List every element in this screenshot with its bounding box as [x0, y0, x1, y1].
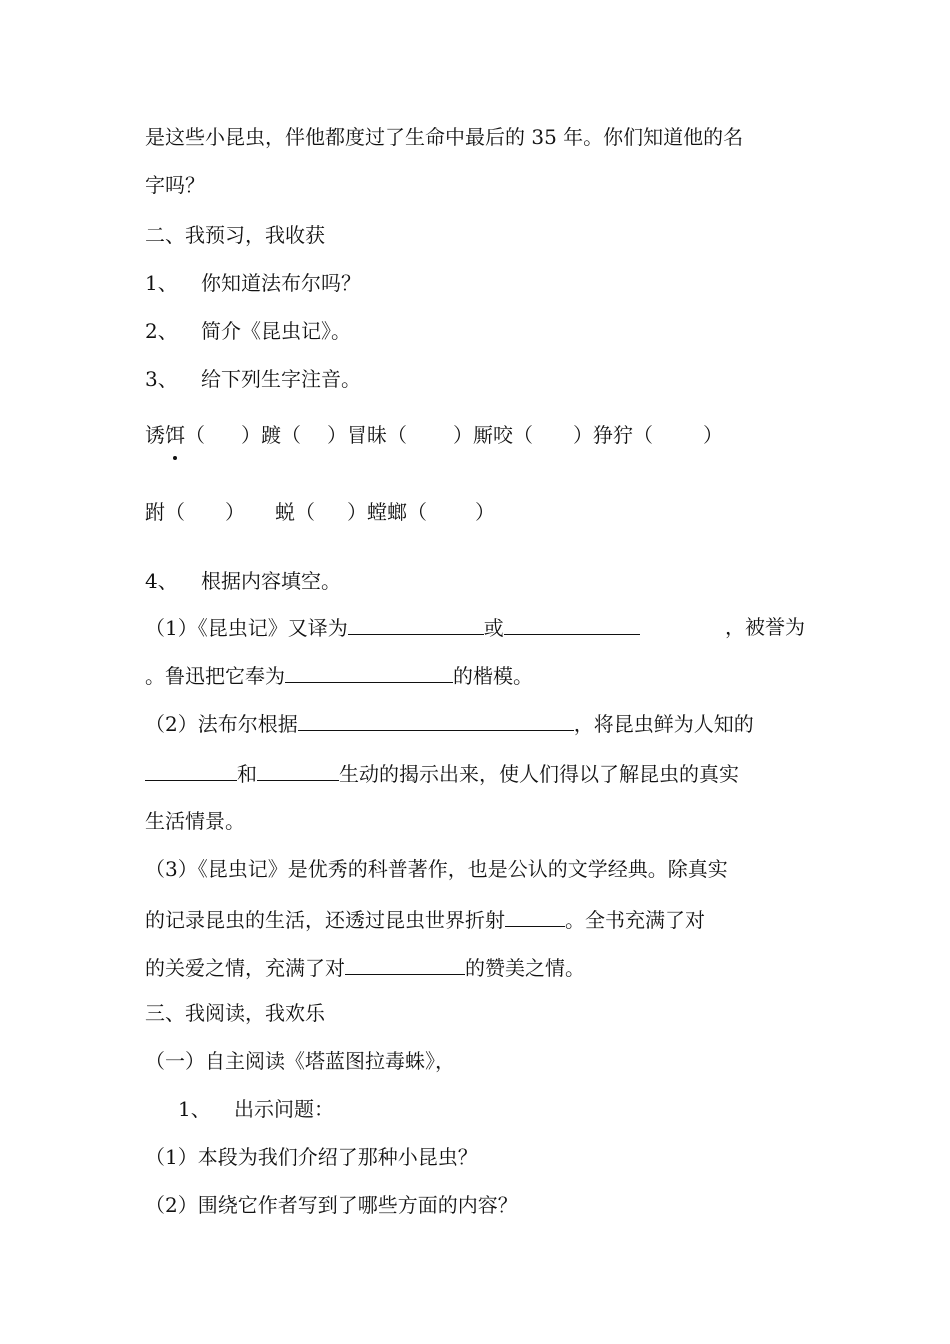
fill-2-line-1 — [145, 708, 754, 738]
answer-blank[interactable] — [298, 708, 574, 731]
pinyin-item: ）狰狞（ — [573, 423, 653, 447]
question-number: 1、 — [178, 1097, 211, 1121]
fill-text: 的关爱之情，充满了对 — [145, 956, 345, 980]
question-text: 出示问题： — [234, 1097, 334, 1121]
pinyin-item: 跗（ — [145, 500, 185, 524]
pinyin-item: ）冒昧（ — [327, 423, 407, 447]
pinyin-item: ）螳螂（ — [347, 500, 427, 524]
question-number: 2、 — [145, 319, 178, 343]
answer-blank[interactable] — [257, 758, 339, 781]
question-number: 4、 — [145, 569, 178, 593]
fill-text: 和 — [237, 762, 257, 786]
answer-blank[interactable] — [504, 612, 640, 635]
answer-blank[interactable] — [145, 758, 237, 781]
intro-line-1: 是这些小昆虫，伴他都度过了生命中最后的 35 年。你们知道他的名 — [145, 125, 744, 149]
pinyin-item: ）厮咬（ — [453, 423, 533, 447]
fill-2-line-2 — [145, 758, 739, 788]
fill-text: ，被誉为 — [725, 615, 805, 639]
fill-1-line-1 — [145, 612, 805, 642]
fill-1-line-2 — [145, 660, 533, 690]
fill-text: ，将昆虫鲜为人知的 — [573, 712, 754, 736]
question-number: 3、 — [145, 367, 178, 391]
fill-text: 的记录昆虫的生活，还透过昆虫世界折射 — [145, 908, 505, 932]
pinyin-row-2 — [145, 497, 495, 527]
intro-line-2: 字吗？ — [145, 173, 205, 197]
fill-3-line-2 — [145, 904, 705, 934]
pinyin-item: ） — [225, 500, 245, 524]
question-4 — [145, 566, 341, 596]
prompt-2: （2）围绕它作者写到了哪些方面的内容？ — [145, 1193, 518, 1217]
question-text: 根据内容填空。 — [201, 569, 341, 593]
fill-text: 的楷模。 — [453, 664, 533, 688]
question-number: 1、 — [145, 271, 178, 295]
pinyin-item: 蜕（ — [275, 500, 315, 524]
answer-blank[interactable] — [505, 904, 565, 927]
pinyin-item: ）踱（ — [241, 423, 301, 447]
section-2-title: 二、我预习，我收获 — [145, 223, 325, 247]
pinyin-item: ） — [475, 500, 495, 524]
answer-blank[interactable] — [285, 660, 453, 683]
answer-blank[interactable] — [348, 612, 484, 635]
answer-blank[interactable] — [345, 952, 465, 975]
prompt-1: （1）本段为我们介绍了那种小昆虫？ — [145, 1145, 478, 1169]
fill-text: 的赞美之情。 — [465, 956, 585, 980]
question-text: 简介《昆虫记》。 — [201, 319, 351, 343]
subsection-1-title: （一）自主阅读《塔蓝图拉毒蛛》， — [145, 1049, 455, 1073]
section-3-question-1 — [178, 1094, 334, 1124]
question-1 — [145, 268, 361, 298]
fill-3-line-3 — [145, 952, 585, 982]
section-3-title: 三、我阅读，我欢乐 — [145, 1001, 325, 1025]
question-3 — [145, 364, 361, 394]
fill-text: 。鲁迅把它奉为 — [145, 664, 285, 688]
question-text: 你知道法布尔吗？ — [201, 271, 361, 295]
fill-3-line-1: （3）《昆虫记》是优秀的科普著作，也是公认的文学经典。除真实 — [145, 857, 728, 881]
fill-text: （1）《昆虫记》又译为 或 — [145, 612, 640, 643]
fill-text: 。全书充满了对 — [565, 908, 705, 932]
question-2 — [145, 316, 351, 346]
fill-text: （2）法布尔根据 — [145, 712, 298, 736]
pinyin-item: 诱饵（ — [145, 420, 205, 450]
fill-text: 生动的揭示出来，使人们得以了解昆虫的真实 — [339, 762, 739, 786]
fill-2-line-3: 生活情景。 — [145, 809, 245, 833]
pinyin-row-1 — [145, 420, 723, 450]
pinyin-item: ） — [703, 423, 723, 447]
question-text: 给下列生字注音。 — [201, 367, 361, 391]
